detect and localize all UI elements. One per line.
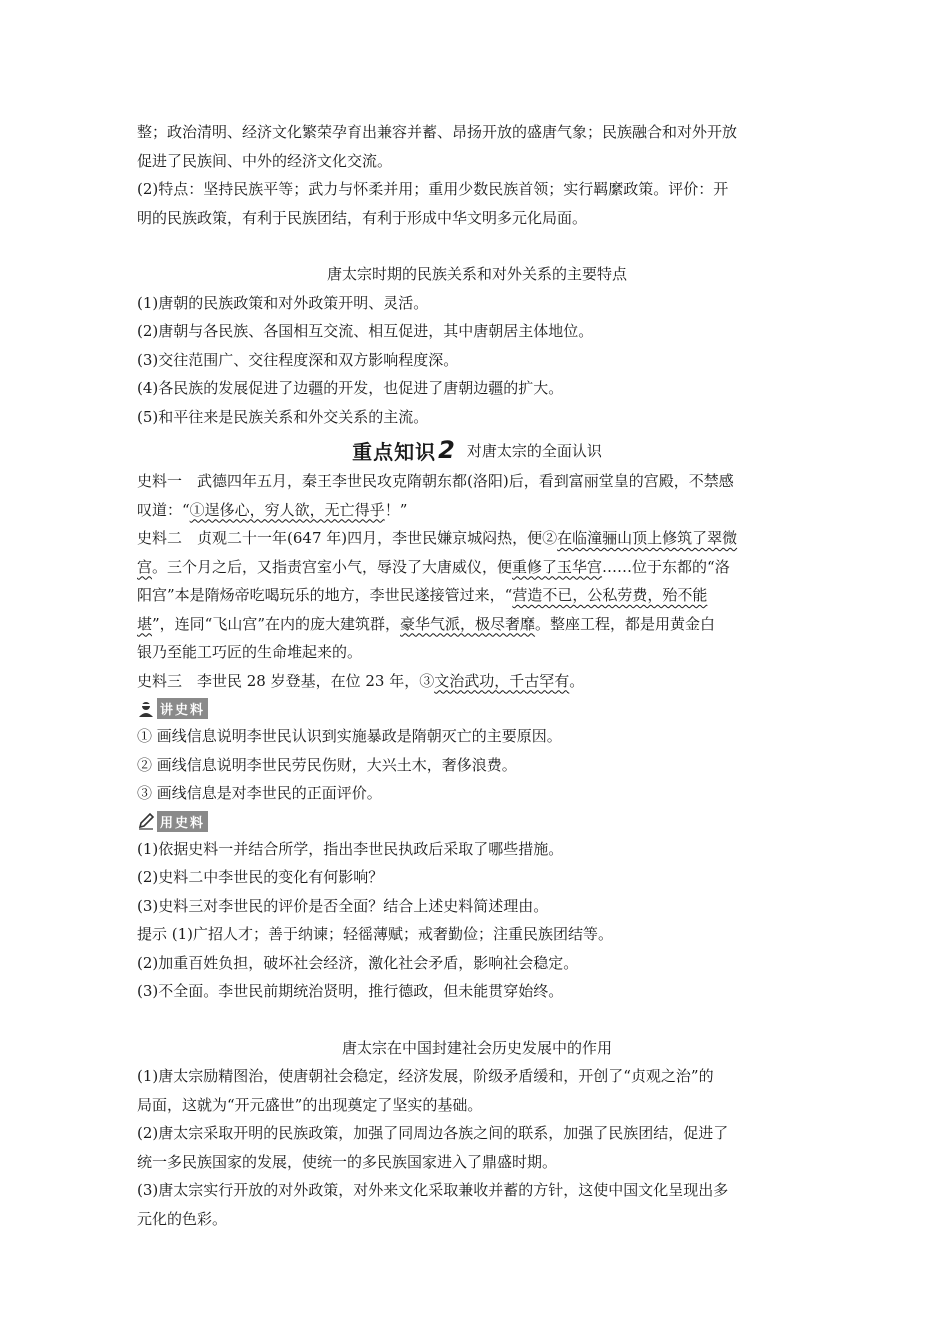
pen-icon <box>137 812 155 830</box>
spacer <box>137 1006 817 1034</box>
section3-line: 统一多民族国家的发展，使统一的多民族国家进入了鼎盛时期。 <box>137 1152 558 1171</box>
section3-title: 唐太宗在中国封建社会历史发展中的作用 <box>341 1038 612 1057</box>
heading-number: 2 <box>438 436 455 464</box>
section3-line: 元化的色彩。 <box>137 1209 228 1228</box>
explain-item: ① 画线信息说明李世民认识到实施暴政是隋朝灭亡的主要原因。 <box>137 727 562 745</box>
source2-line-3: 阳宫”本是隋炀帝吃喝玩乐的地方，李世民遂接管过来，“营造不已，公私劳费，殆不能 <box>137 586 708 604</box>
source1-line-1: 史料一 武德四年五月，秦王李世民攻克隋朝东都(洛阳)后，看到富丽堂皇的宫殿，不禁感 <box>137 472 734 490</box>
explain-item: ② 画线信息说明李世民劳民伤财，大兴土木，奢侈浪费。 <box>137 755 517 774</box>
question-item: (3)史料三对李世民的评价是否全面？结合上述史料简述理由。 <box>137 896 549 915</box>
use-source-label: 用史料 <box>157 811 208 832</box>
document-page <box>137 118 817 1233</box>
key-knowledge-heading <box>137 433 817 467</box>
underlined-text: 宫 <box>137 557 153 576</box>
intro-line-2: 促进了民族间、中外的经济文化交流。 <box>137 151 393 170</box>
intro-line-1: 整；政治清明、经济文化繁荣孕育出兼容并蓄、昂扬开放的盛唐气象；民族融合和对外开放 <box>137 123 738 141</box>
underlined-text: 豪华气派，极尽奢靡 <box>400 614 536 633</box>
question-item: (1)依据史料一并结合所学，指出李世民执政后采取了哪些措施。 <box>137 839 564 858</box>
underlined-text: 文治武功，千古罕有 <box>434 671 570 690</box>
intro-line-4: 明的民族政策，有利于民族团结，有利于形成中华文明多元化局面。 <box>137 208 588 227</box>
explain-source-label: 讲史料 <box>157 698 208 719</box>
explain-source-tag <box>137 695 817 722</box>
section1-title: 唐太宗时期的民族关系和对外关系的主要特点 <box>326 265 627 283</box>
source1-line-2: 叹道：“①逞侈心，穷人欲，无亡得乎！” <box>137 500 408 519</box>
underlined-text: 在临潼骊山顶上修筑了翠微 <box>557 529 738 547</box>
section3-line: 局面，这就为“开元盛世”的出现奠定了坚实的基础。 <box>137 1095 483 1114</box>
use-source-tag <box>137 808 817 835</box>
heading-label: 重点知识 <box>352 439 437 464</box>
heading-subtitle: 对唐太宗的全面认识 <box>466 441 602 460</box>
section1-item: (5)和平往来是民族关系和外交关系的主流。 <box>137 407 429 426</box>
answer-item: (2)加重百姓负担，破坏社会经济，激化社会矛盾，影响社会稳定。 <box>137 953 579 972</box>
underlined-text: 营造不已，公私劳费，殆不能 <box>512 586 708 604</box>
source3-line: 史料三 李世民 28 岁登基，在位 23 年，③文治武功，千古罕有。 <box>137 671 585 690</box>
answer-item: 提示 (1)广招人才；善于纳谏；轻徭薄赋；戒奢勤俭；注重民族团结等。 <box>137 925 614 943</box>
section3-line: (3)唐太宗实行开放的对外政策，对外来文化采取兼收并蓄的方针，这使中国文化呈现出多 <box>137 1181 729 1199</box>
teacher-icon <box>137 700 155 718</box>
section1-item: (2)唐朝与各民族、各国相互交流、相互促进，其中唐朝居主体地位。 <box>137 322 594 340</box>
section1-item: (3)交往范围广、交往程度深和双方影响程度深。 <box>137 350 459 369</box>
section1-item: (4)各民族的发展促进了边疆的开发，也促进了唐朝边疆的扩大。 <box>137 379 564 397</box>
spacer <box>137 232 817 260</box>
underlined-text: 堪 <box>137 614 153 633</box>
source2-line-5: 银乃至能工巧匠的生命堆起来的。 <box>137 643 363 661</box>
explain-item: ③ 画线信息是对李世民的正面评价。 <box>137 784 382 802</box>
source2-line-2: 宫。三个月之后，又指责宫室小气，辱没了大唐威仪，便重修了玉华宫……位于东都的“洛 <box>137 557 730 576</box>
section1-item: (1)唐朝的民族政策和对外政策开明、灵活。 <box>137 293 429 312</box>
section3-line: (2)唐太宗采取开明的民族政策，加强了同周边各族之间的联系，加强了民族团结，促进了 <box>137 1124 729 1142</box>
question-item: (2)史料二中李世民的变化有何影响？ <box>137 868 384 886</box>
source2-line-4: 堪”，连同“飞山宫”在内的庞大建筑群，豪华气派，极尽奢靡。整座工程，都是用黄金白 <box>137 614 716 633</box>
section3-line: (1)唐太宗励精图治，使唐朝社会稳定，经济发展，阶级矛盾缓和，开创了“贞观之治”的 <box>137 1067 714 1085</box>
underlined-quote: ①逞侈心，穷人欲，无亡得乎 <box>189 500 385 519</box>
intro-line-3: (2)特点：坚持民族平等；武力与怀柔并用；重用少数民族首领；实行羁縻政策。评价：开 <box>137 180 729 198</box>
underlined-text: 重修了玉华宫 <box>512 557 603 576</box>
source2-line-1: 史料二 贞观二十一年(647 年)四月，李世民嫌京城闷热，便②在临潼骊山顶上修筑了翠微 <box>137 529 738 547</box>
answer-item: (3)不全面。李世民前期统治贤明，推行德政，但未能贯穿始终。 <box>137 982 564 1000</box>
